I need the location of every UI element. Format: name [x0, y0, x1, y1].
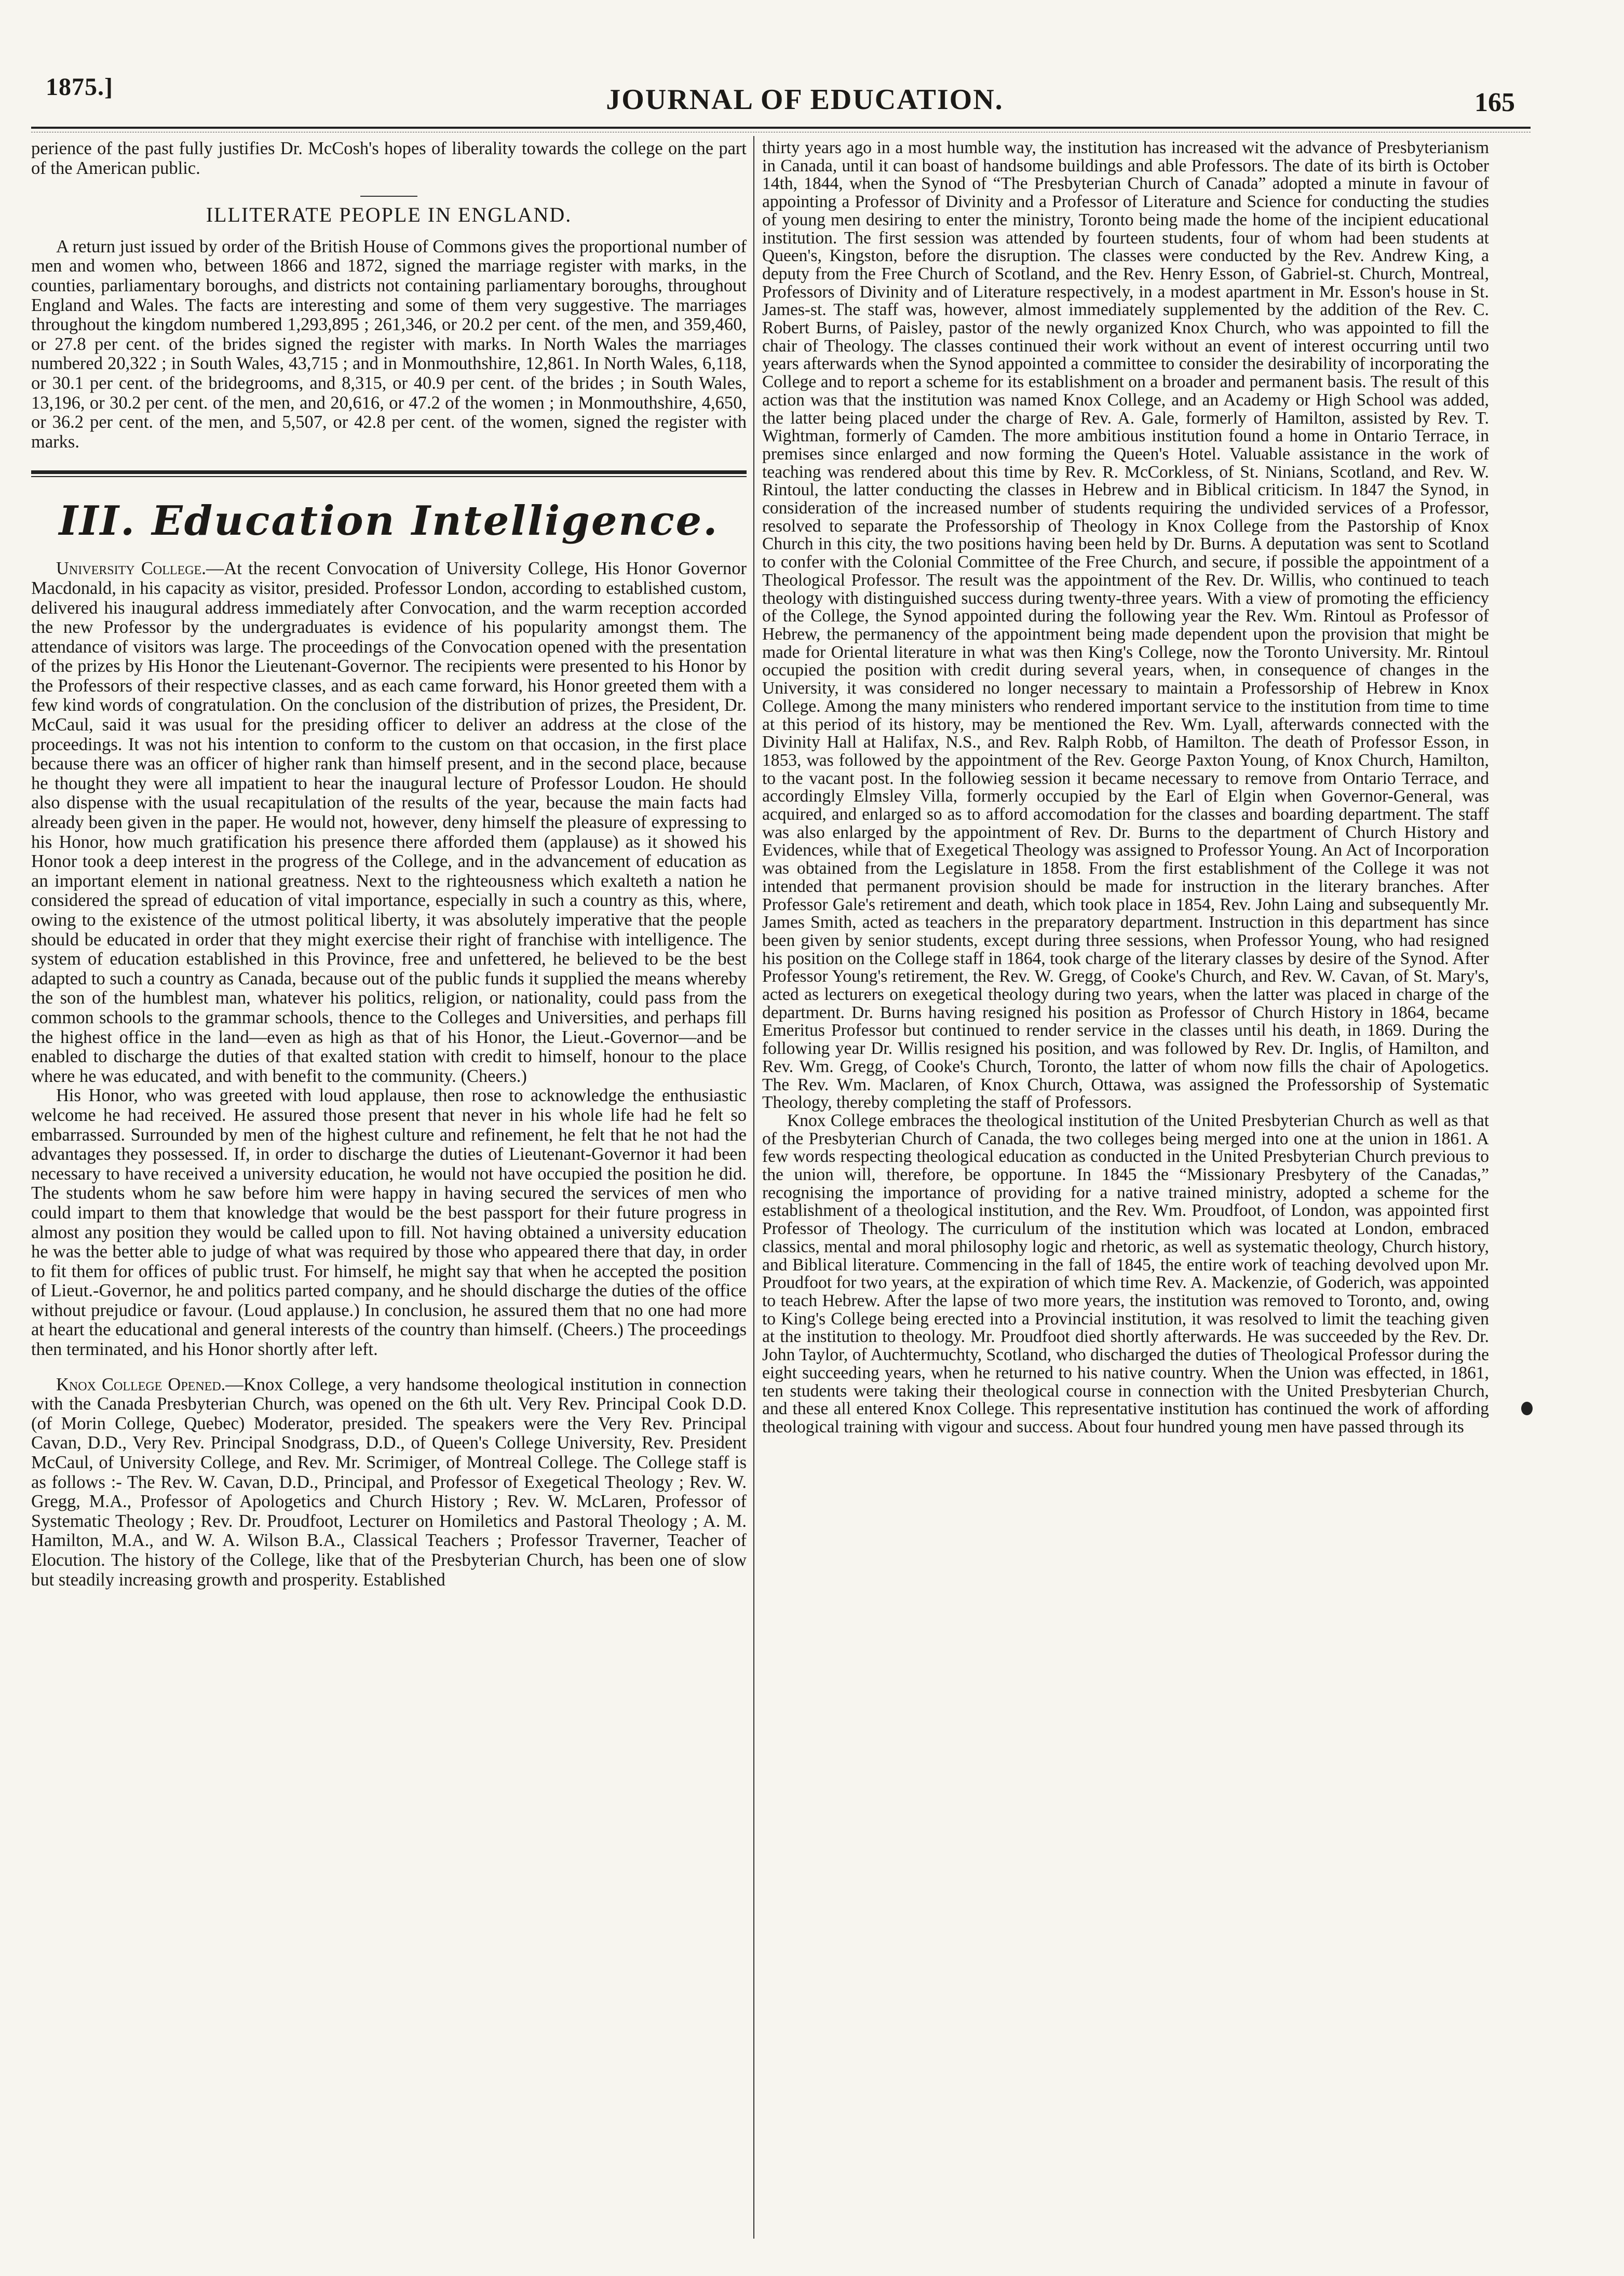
university-college-item: [31, 559, 747, 1086]
knox-united-paragraph: Knox College embraces the theological institution of the United Presbyterian Church as well as that of the Presbyterian Church of Canada, the two colleges being merged into one at the union in 1861. A few words respecting theological education as conducted in the United Presbyterian Church previous to the union will, therefore, be opportune. In 1845 the “Missionary Presbytery of the Canadas,” recognising the importance of providing for a native trained ministry, adopted a scheme for the establishment of a theological institution, and the Rev. Wm. Proudfoot, of London, was appointed first Professor of Theology. The curriculum of the institution which was located at London, embraced classics, mental and moral philosophy logic and rhetoric, as well as systematic theology, Church history, and Biblical literature. Commencing in the fall of 1845, the entire work of teaching devolved upon Mr. Proudfoot for two years, at the expiration of which time Rev. A. Mackenzie, of Goderich, was appointed to teach Hebrew. After the lapse of two more years, the institution was removed to Toronto, and, owing to King's College being erected into a Provincial institution, it was resolved to limit the teaching given at the institution to theology. Mr. Proudfoot died shortly afterwards. He was succeeded by the Rev. Dr. John Taylor, of Auchtermuchty, Scotland, who discharged the duties of Theological Professor during the eight succeeding years, when he returned to his native country. When the Union was effected, in 1861, ten students were taking their theological course in connection with the United Presbyterian Church, and these all entered Knox College. This representative institution has continued the work of affording theological training with vigour and success. About four hundred young men have passed through its: [762, 1110, 1489, 1437]
university-college-paragraph: His Honor, who was greeted with loud applause, then rose to acknowledge the enthusiastic welcome he had received. He assured those present that never in his whole life had he felt so embarrassed. Surrounded by men of the highest culture and refinement, he felt that he not had the advantages they possessed. If, in order to discharge the duties of Lieutenant-Governor it had been necessary to have received a university education, he would not have occupied the position he did. The students whom he saw before him were happy in having secured the services of men who could impart to them that knowledge that would be the best passport for their future progress in almost any position they would be called upon to fill. Not having obtained a university education he was the better able to judge of what was required by those who appeared there that day, in order to fit them for offices of public trust. For himself, he might say that when he accepted the position of Lieut.-Governor, he and politics parted company, and he should discharge the duties of the office without prejudice or favour. (Loud applause.) In conclusion, he assured them that no one had more at heart the educational and general interests of the country than himself. (Cheers.) The proceedings then terminated, and his Honor shortly after left.: [31, 1086, 747, 1360]
continued-paragraph: perience of the past fully justifies Dr. McCosh's hopes of liberality towards the college on the part of the American public.: [31, 139, 747, 178]
item-text: —At the recent Convocation of University College, His Honor Governor Macdonald, in his capacity as visitor, presided. Professor London, according to established custom, delivered his inaugural address immediately after Convocation, and the warm reception accorded the new Professor by the undergraduates is evidence of his popularity amongst them. The attendance of visitors was large. The proceedings of the Convocation opened with the presentation of the prizes by His Honor the Lieutenant-Governor. The recipients were presented to his Honor by the Professors of their respective classes, and as each came forward, his Honor greeted them with a few kind words of congratulation. On the conclusion of the distribution of prizes, the President, Dr. McCaul, said it was usual for the presiding officer to deliver an address at the close of the proceedings. It was not his intention to conform to the custom on that occasion, in the first place because there was an officer of higher rank than himself present, and in the second place, because he thought they were all impatient to hear the inaugural lecture of Professor Loudon. He should also dispense with the usual recapitulation of the results of the year, because the main facts had already been given in the paper. He would not, however, deny himself the pleasure of expressing to his Honor, how much gratification his presence there afforded them (applause) as it showed his Honor took a deep interest in the progress of the College, and in the advancement of education as an important element in national greatness. Next to the righteousness which exalteth a nation he considered the spread of education of vital importance, especially in such a country as this, where, owing to the existence of the utmost political liberty, it was absolutely imperative that the people should be educated in order that they might exercise their right of franchise with intelligence. The system of education established in this Province, free and unfettered, he believed to be the best adapted to such a country as Canada, because out of the public funds it supplied the means whereby the son of the humblest man, whatever his politics, religion, or nationality, could pass from the common schools to the grammar schools, thence to the Colleges and Universities, and perhaps fill the highest office in the land—even as high as that of his Honor, the Lieut.-Governor—and be enabled to discharge the duties of that exalted station with credit to himself, honour to the place where he was educated, and with benefit to the community. (Cheers.): [31, 559, 747, 1086]
item-text: —Knox College, a very handsome theological institution in connection with the Canada Presbyterian Church, was opened on the 6th ult. Very Rev. Principal Cook D.D. (of Morin College, Quebec) Moderator, presided. The speakers were the Very Rev. Principal Cavan, D.D., Very Rev. Principal Snodgrass, D.D., of Queen's College University, Rev. President McCaul, of University College, and Rev. Mr. Scrimiger, of Montreal College. The College staff is as follows :- The Rev. W. Cavan, D.D., Principal, and Professor of Exegetical Theology ; Rev. W. Gregg, M.A., Professor of Apologetics and Church History ; Rev. W. McLaren, Professor of Systematic Theology ; Rev. Dr. Proudfoot, Lecturer on Homiletics and Pastoral Theology ; A. M. Hamilton, M.A., and W. A. Wilson B.A., Classical Teachers ; Professor Traverner, Teacher of Elocution. The history of the College, like that of the Presbyterian Church, has been one of slow but steadily increasing growth and prosperity. Established: [31, 1374, 747, 1590]
section-heading: ILLITERATE PEOPLE IN ENGLAND.: [206, 203, 572, 227]
division-heading-text: III. Education Intelligence.: [59, 497, 719, 545]
short-rule: [360, 196, 417, 197]
knox-history-paragraph: thirty years ago in a most humble way, the institution has increased wit the advance of Presbyterianism in Canada, until it can boast of handsome buildings and able Professors. The date of its birth is October 14th, 1844, when the Synod of “The Presbyterian Church of Canada” adopted a minute in favour of appointing a Professor of Divinity and a Professor of Literature and Science for conducting the studies of young men desiring to enter the ministry, Toronto being made the home of the incipient educational institution. The first session was attended by fourteen students, four of whom had been students at Queen's, Kingston, before the disruption. The classes were conducted by the Rev. Andrew King, a deputy from the Free Church of Scotland, and the Rev. Henry Esson, of Gabriel-st. Church, Montreal, Professors of Divinity and of Literature respectively, in a modest apartment in Mr. Esson's house in St. James-st. The staff was, however, almost immediately supplemented by the addition of the Rev. C. Robert Burns, of Paisley, pastor of the newly organized Knox Church, who was appointed to fill the chair of Theology. The classes continued their work without an event of interest occurring until two years afterwards when the Synod appointed a committee to consider the desirability of incorporating the College and to report a scheme for its establishment on a broader and permanent basis. The result of this action was that the institution was named Knox College, and an Academy or High School was added, the latter being placed under the charge of Rev. A. Gale, formerly of Hamilton, assisted by Rev. T. Wightman, formerly of Camden. The more ambitious institution found a home in Ontario Terrace, in premises since enlarged and now forming the Queen's Hotel. Valuable assistance in the work of teaching was rendered about this time by Rev. R. McCorkless, of St. Ninians, Scotland, and Rev. W. Rintoul, the latter conducting the classes in Hebrew and in Biblical criticism. In 1847 the Synod, in consideration of the increased number of students requiring the undivided services of a Professor, resolved to separate the Professorship of Theology in Knox College from the Pastorship of Knox Church in this city, the two positions having been held by Dr. Burns. A deputation was sent to Scotland to confer with the Colonial Committee of the Free Church, and secure, if possible the appointment of a Theological Professor. The result was the appointment of the Rev. Dr. Willis, who continued to teach theology with distinguished success during twenty-three years. With a view of promoting the efficiency of the College, the Synod appointed during the following year the Rev. Wm. Rintoul as Professor of Hebrew, the permanency of the appointment being made dependent upon the provision that might be made for Oriental literature in what was then King's College, now the Toronto University. Mr. Rintoul occupied the position with credit during several years, when, in consequence of changes in the University, it was considered no longer necessary to maintain a Professorship of Hebrew in Knox College. Among the many ministers who rendered important service to the institution from time to time at this period of its history, may be mentioned the Rev. Wm. Lyall, afterwards connected with the Divinity Hall at Halifax, N.S., and Rev. Ralph Robb, of Hamilton. The death of Professor Esson, in 1853, was followed by the appointment of the Rev. George Paxton Young, of Knox Church, Hamilton, to the vacant post. In the followieg session it became necessary to remove from Ontario Terrace, and accordingly Elmsley Villa, formerly occupied by the Earl of Elgin when Governor-General, was acquired, and enlarged so as to afford accomodation for the classes and boarding department. The staff was also enlarged by the appointment of Rev. Dr. Burns to the department of Church History and Evidences, while that of Exegetical Theology was assigned to Professor Young. An Act of Incorporation was obtained from the Legislature in 1858. From the first establishment of the College it was not intended that permanent provision should be made for instruction in the literary branches. After Professor Gale's retirement and death, which took place in 1854, Rev. John Laing and subsequently Mr. James Smith, acted as teachers in the preparatory department. Instruction in this department has since been given by senior students, except during three sessions, when Professor Young, who had resigned his position on the College staff in 1864, took charge of the literary classes by desire of the Synod. After Professor Young's retirement, the Rev. W. Gregg, of Cooke's Church, and Rev. W. Cavan, of St. Mary's, acted as lecturers on exegetical theology during two years, when the latter was placed in charge of the department. Dr. Burns having resigned his position as Professor of Church History in 1864, became Emeritus Professor but continued to render service in the classes until his death, in 1869. During the following year Dr. Willis resigned his position, and was followed by Rev. Dr. Inglis, of Hamilton, and Rev. Wm. Gregg, of Cooke's Church, Toronto, the latter of whom now fills the chair of Apologetics. The Rev. Wm. Maclaren, of Knox Church, Ottawa, was assigned the Professorship of Systematic Theology, thereby completing the staff of Professors.: [762, 138, 1489, 1113]
ink-speck: [1521, 1402, 1533, 1415]
left-column: [31, 139, 747, 1590]
item-gap: [31, 1360, 747, 1375]
knox-college-item: [31, 1375, 747, 1590]
header-rule: [31, 127, 1531, 129]
column-divider: [753, 136, 754, 2239]
thin-rule: [31, 476, 747, 477]
item-title: Knox College Opened.: [56, 1374, 226, 1394]
illiterate-paragraph: A return just issued by order of the British House of Commons gives the proportional number of men and women who, between 1866 and 1872, signed the marriage register with marks, in the counties, parliamentary boroughs, and districts not containing parliamentary boroughs, throughout England and Wales. The facts are interesting and some of them very suggestive. The marriages throughout the kingdom numbered 1,293,895 ; 261,346, or 20.2 per cent. of the men, and 359,460, or 27.8 per cent. of the brides signed the register with marks. In North Wales the marriages numbered 20,322 ; in South Wales, 43,715 ; and in Monmouthshire, 12,861. In North Wales, 6,118, or 30.1 per cent. of the bridegrooms, and 8,315, or 40.9 per cent. of the brides ; in South Wales, 13,196, or 30.2 per cent. of the men, and 20,616, or 47.2 of the women ; in Monmouthshire, 4,650, or 36.2 per cent. of the men, and 5,507, or 42.8 per cent. of the women, signed the register with marks.: [31, 236, 747, 452]
right-column: [762, 139, 1489, 1437]
page-number: 165: [1474, 88, 1515, 117]
thick-rule: [31, 470, 747, 474]
division-heading: [31, 498, 747, 545]
running-head-title: JOURNAL OF EDUCATION.: [606, 84, 1004, 116]
item-title: University College.: [56, 559, 206, 579]
running-head-year: 1875.]: [46, 73, 113, 101]
